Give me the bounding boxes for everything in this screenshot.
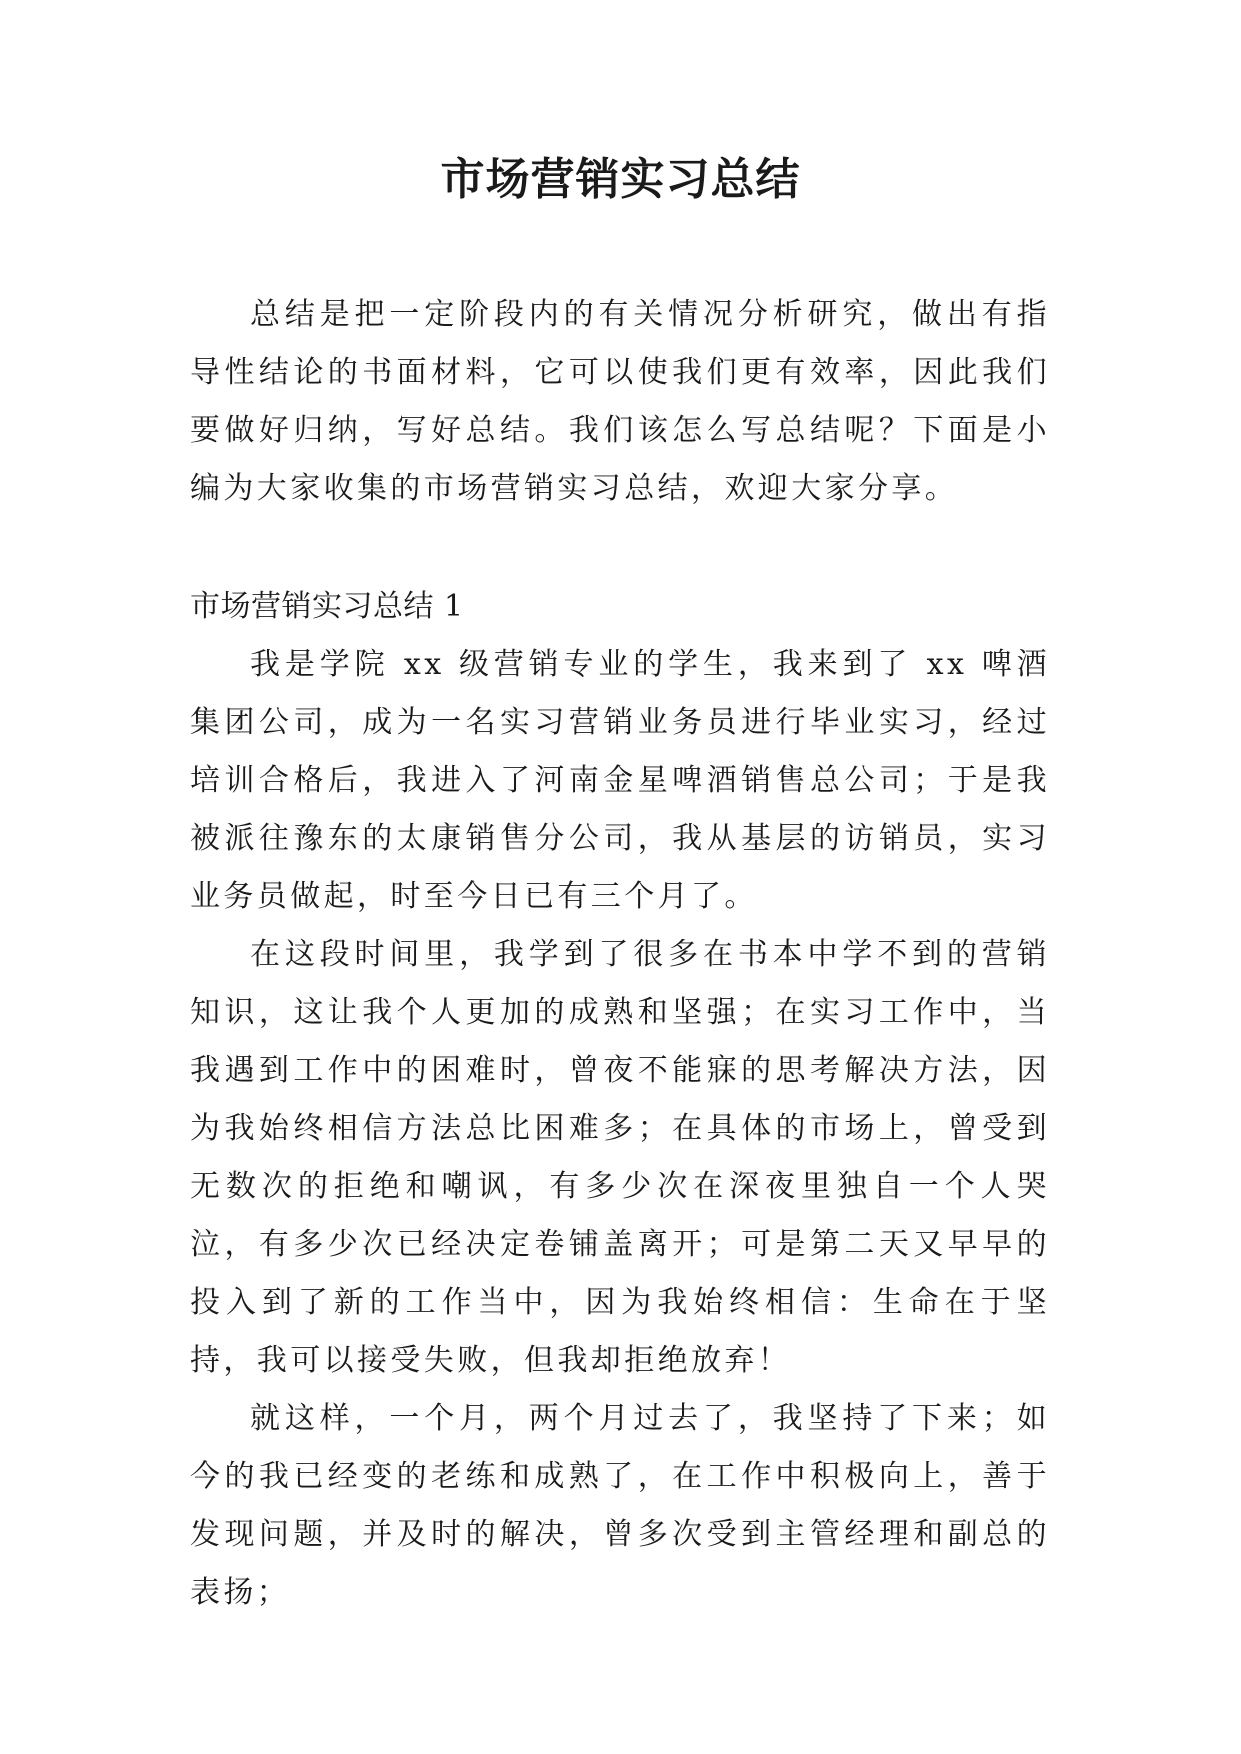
section-body [190, 636, 1050, 1622]
body-paragraph: 在这段时间里，我学到了很多在书本中学不到的营销知识，这让我个人更加的成熟和坚强；在实习工作中，当我遇到工作中的困难时，曾夜不能寐的思考解决方法，因为我始终相信方法总比困难多；在具体的市场上，曾受到无数次的拒绝和嘲讽，有多少次在深夜里独自一个人哭泣，有多少次已经决定卷铺盖离开；可是第二天又早早的投入到了新的工作当中，因为我始终相信：生命在于坚持，我可以接受失败，但我却拒绝放弃！ [190, 937, 1050, 1378]
body-paragraph: 就这样，一个月，两个月过去了，我坚持了下来；如今的我已经变的老练和成熟了，在工作中积极向上，善于发现问题，并及时的解决，曾多次受到主管经理和副总的表扬； [190, 1401, 1050, 1610]
section-heading-wrap [190, 578, 1050, 636]
intro-paragraph: 总结是把一定阶段内的有关情况分析研究，做出有指导性结论的书面材料，它可以使我们更有效率，因此我们要做好归纳，写好总结。我们该怎么写总结呢？下面是小编为大家收集的市场营销实习总结，欢迎大家分享。 [190, 297, 1050, 506]
body-paragraph: 我是学院 xx 级营销专业的学生，我来到了 xx 啤酒集团公司，成为一名实习营销业务员进行毕业实习，经过培训合格后，我进入了河南金星啤酒销售总公司；于是我被派往豫东的太康销售分公司，我从基层的访销员，实习业务员做起，时至今日已有三个月了。 [190, 647, 1050, 914]
document-title: 市场营销实习总结 [440, 154, 801, 205]
section-heading: 市场营销实习总结 1 [190, 589, 464, 624]
intro-section [190, 286, 1050, 518]
